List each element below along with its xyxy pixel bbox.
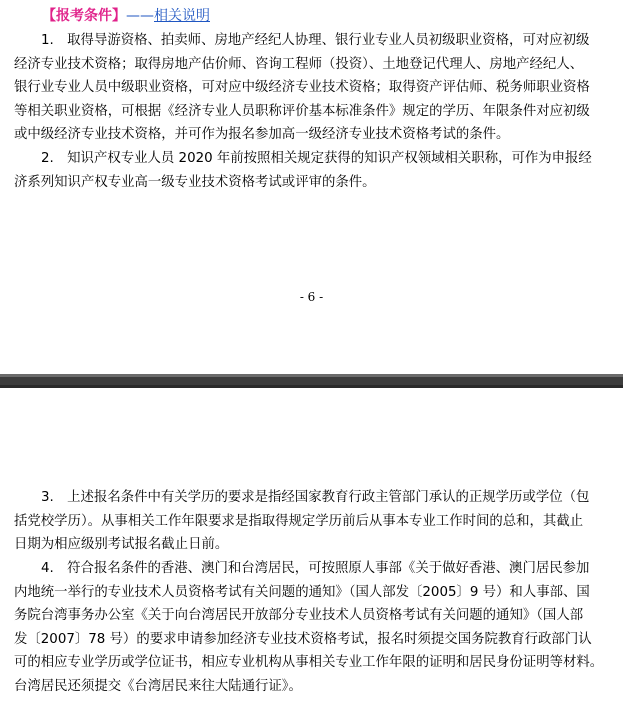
text-line: 台湾居民还须提交《台湾居民来往大陆通行证》。 (14, 678, 302, 694)
document-page-7 (0, 388, 623, 719)
related-notes-link[interactable]: 相关说明 (154, 8, 210, 24)
paragraph-2 (14, 147, 614, 194)
text-line: 日期为相应级别考试报名截止日前。 (14, 537, 229, 553)
text-line: 可的相应专业学历或学位证书，相应专业机构从事相关专业工作年限的证明和居民身份证明等材料。 (14, 655, 604, 671)
text-line: 经济专业技术资格；取得房地产估价师、咨询工程师（投资）、土地登记代理人、房地产经纪人、 (14, 56, 584, 72)
paragraph-3 (14, 486, 614, 557)
section-title: 【报考条件】 (42, 8, 126, 24)
section-header (42, 7, 210, 25)
text-line: 内地统一举行的专业技术人员资格考试有关问题的通知》（国人部发〔2005〕9 号）和人事部、国 (14, 584, 590, 600)
text-line: 4. 符合报名条件的香港、澳门和台湾居民，可按照原人事部《关于做好香港、澳门居民参加 (41, 561, 590, 576)
text-line: 发〔2007〕78 号）的要求申请参加经济专业技术资格考试，报名时须提交国务院教育行政部门认 (14, 631, 592, 647)
text-line: 务院台湾事务办公室《关于向台湾居民开放部分专业技术人员资格考试有关问题的通知》（国人部 (14, 608, 584, 624)
separator-highlight (0, 374, 623, 377)
text-line: 银行业专业人员中级职业资格，可对应中级经济专业技术资格；取得资产评估师、税务师职业资格 (14, 80, 590, 96)
text-line: 2. 知识产权专业人员 2020 年前按照相关规定获得的知识产权领域相关职称，可作为申报经 (41, 151, 592, 166)
text-line: 3. 上述报名条件中有关学历的要求是指经国家教育行政主管部门承认的正规学历或学位（包 (41, 490, 590, 505)
text-line: 1. 取得导游资格、拍卖师、房地产经纪人协理、银行业专业人员初级职业资格，可对应初级 (41, 33, 590, 48)
text-line: 济系列知识产权专业高一级专业技术资格考试或评审的条件。 (14, 174, 376, 190)
text-line: 括党校学历）。从事相关工作年限要求是指取得规定学历前后从事本专业工作时间的总和，其截止 (14, 513, 584, 529)
page-number: - 6 - (299, 290, 324, 304)
page-separator (0, 374, 623, 388)
title-dash: —— (126, 8, 154, 24)
paragraph-1 (14, 29, 614, 147)
text-line: 或中级经济专业技术资格，并可作为报名参加高一级经济专业技术资格考试的条件。 (14, 127, 510, 143)
paragraph-4 (14, 557, 614, 699)
text-line: 等相关职业资格，可根据《经济专业人员职称评价基本标准条件》规定的学历、年限条件对应初级 (14, 103, 590, 119)
